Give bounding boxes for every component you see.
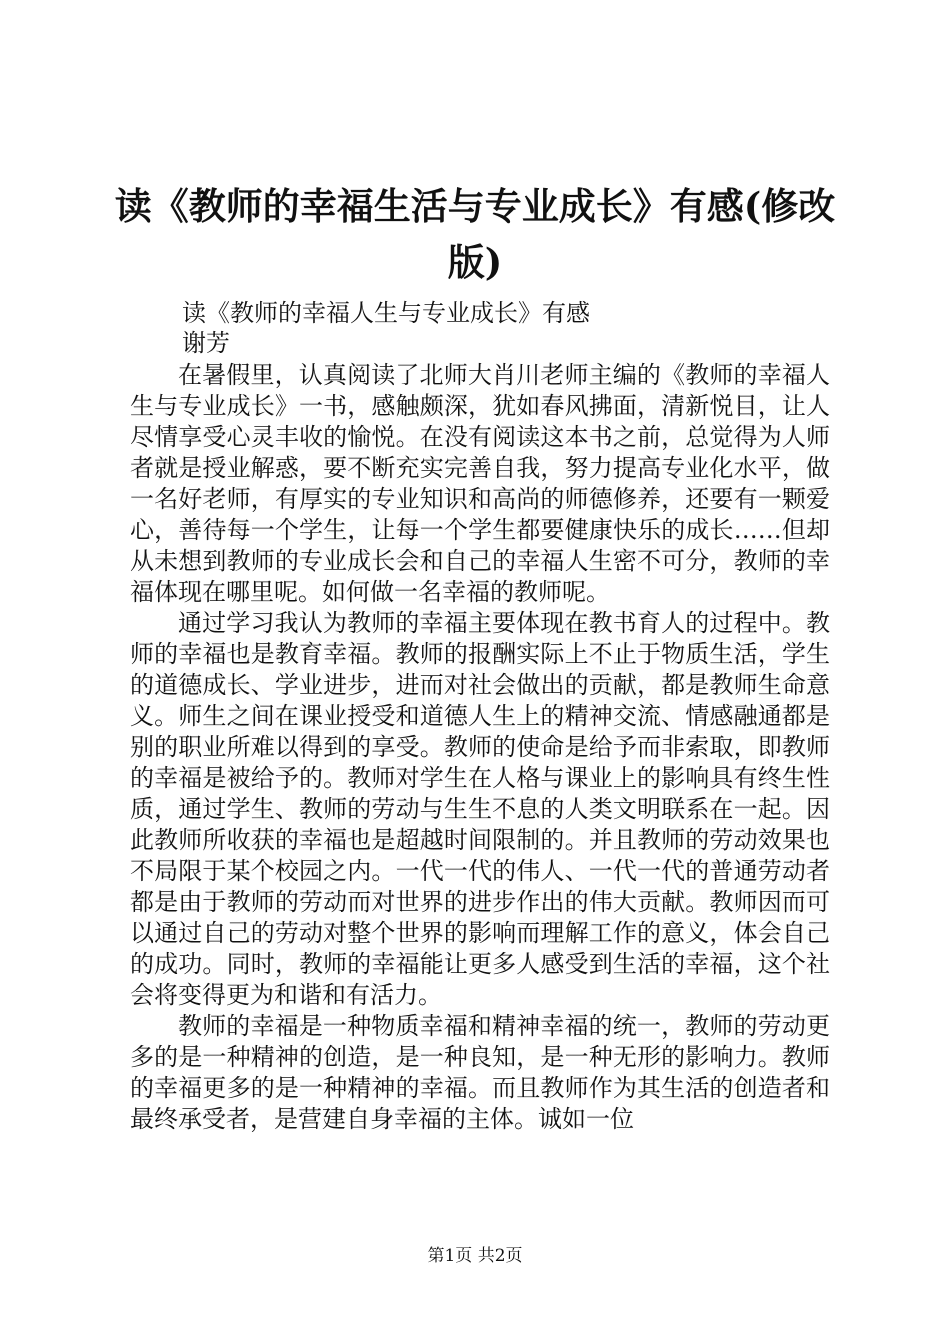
page-footer: 第1页 共2页 xyxy=(427,1246,523,1266)
document-title: 读《教师的幸福生活与专业成长》有感(修改版) xyxy=(114,184,836,284)
body-paragraph: 教师的幸福是一种物质幸福和精神幸福的统一，教师的劳动更多的是一种精神的创造，是一种良知，是一种无形的影响力。教师的幸福更多的是一种精神的幸福。而且教师作为其生活的创造者和最终承受者，是营建自身幸福的主体。诚如一位 xyxy=(130,1012,830,1133)
document-body xyxy=(130,360,830,1135)
body-paragraph: 通过学习我认为教师的幸福主要体现在教书育人的过程中。教师的幸福也是教育幸福。教师的报酬实际上不止于物质生活，学生的道德成长、学业进步，进而对社会做出的贡献，都是教师生命意义。师生之间在课业授受和道德人生上的精神交流、情感融通都是别的职业所难以得到的享受。教师的使命是给予而非索取，即教师的幸福是被给予的。教师对学生在人格与课业上的影响具有终生性质，通过学生、教师的劳动与生生不息的人类文明联系在一起。因此教师所收获的幸福也是超越时间限制的。并且教师的劳动效果也不局限于某个校园之内。一代一代的伟人、一代一代的普通劳动者都是由于教师的劳动而对世界的进步作出的伟大贡献。教师因而可以通过自己的劳动对整个世界的影响而理解工作的意义，体会自己的成功。同时，教师的幸福能让更多人感受到生活的幸福，这个社会将变得更为和谐和有活力。 xyxy=(130,609,830,1009)
document-subtitle: 读《教师的幸福人生与专业成长》有感 xyxy=(182,299,590,327)
document-author: 谢芳 xyxy=(182,329,230,357)
body-paragraph: 在暑假里，认真阅读了北师大肖川老师主编的《教师的幸福人生与专业成长》一书，感触颇深，犹如春风拂面，清新悦目，让人尽情享受心灵丰收的愉悦。在没有阅读这本书之前，总觉得为人师者就是授业解惑，要不断充实完善自我，努力提高专业化水平，做一名好老师，有厚实的专业知识和高尚的师德修养，还要有一颗爱心，善待每一个学生，让每一个学生都要健康快乐的成长……但却从未想到教师的专业成长会和自己的幸福人生密不可分，教师的幸福体现在哪里呢。如何做一名幸福的教师呢。 xyxy=(130,361,830,606)
